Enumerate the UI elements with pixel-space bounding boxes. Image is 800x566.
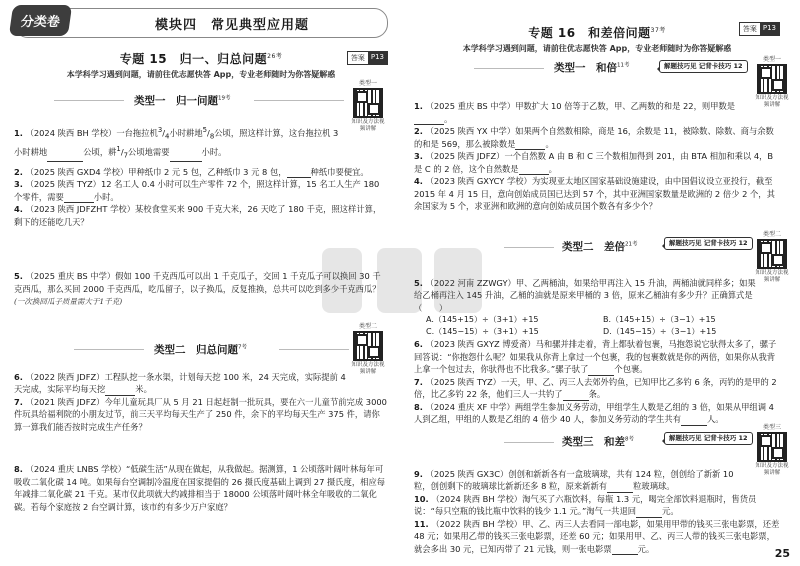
answer-blank[interactable] — [47, 152, 83, 162]
qr-icon — [353, 331, 383, 361]
question-5: 5. （2025 重庆 BS 中学）假如 100 千克西瓜可以出 1 千克瓜子，交回 1 千克瓜子可以换回 30 千克西瓜，那么买回 2000 千克西瓜，吃瓜留子，以子换瓜，反复推换，总共可以吃到多少千克西瓜？ (一次换回瓜子质量需大于1千克) — [14, 271, 381, 307]
handwritten-note: (一次换回瓜子质量需大于1千克) — [14, 297, 123, 307]
answer-blank[interactable] — [612, 545, 638, 555]
intro-text: 本学科学习遇到问题，请前往优志愿快答 App，专业老师随时为你答疑解惑 — [462, 44, 732, 53]
qr-icon — [757, 432, 787, 462]
answer-blank[interactable] — [588, 366, 614, 376]
answer-blank[interactable] — [515, 140, 545, 150]
question-1: 1. （2025 重庆 BS 中学）甲数扩大 10 倍等于乙数，甲、乙两数的和是 22，则甲数是。 — [414, 101, 736, 124]
qr-icon — [757, 64, 787, 94]
question-2: 2. （2025 陕西 YX 中学）如果两个自然数相除，商是 16，余数是 11，被除数、除数、商与余数的和是 569，那么被除数是 。 — [414, 126, 774, 149]
tip-badge[interactable]: 解题技巧见 记背卡技巧 12 — [659, 60, 748, 73]
question-3: 3. （2025 陕西 JDFZ）一个自然数 A 由 B 和 C 三个数相加得到 201，由 BTA 相加和乘以 4，B 是 C 的 2 倍，这个自然数是 。 — [414, 151, 774, 174]
type-2-row — [14, 322, 388, 375]
answer-blank[interactable] — [170, 152, 202, 162]
answer-blank[interactable] — [519, 165, 549, 175]
type-1-title: 类型一 和倍$^{11考}$ — [554, 62, 630, 74]
question-5: 5. （2022 河南 ZZWGY）甲、乙两桶油，如果给甲再注入 15 升油，两桶油就同样多；如果给乙桶再注入 145 升油，乙桶的油就是原来甲桶的 3 倍，原来乙桶油有多少升？正确算式是 （ ） — [414, 277, 756, 313]
page-number: 25 — [774, 547, 790, 560]
question-3: 3. （2025 陕西 TYZ）12 名工人 0.4 小时可以生产零件 72 个，照这样计算，15 名工人生产 180 个零件，需要 小时。 — [14, 179, 380, 202]
question-8: 8. （2024 重庆 XF 中学）两组学生参加义务劳动，甲组学生人数是乙组的 3 倍，如果从甲组调 4 人到乙组，甲组的人数是乙组的 4 倍少 40 人，参加义务劳动的学生共有 人。 — [414, 401, 774, 424]
question-7: 7. （2025 陕西 TYZ）一天，甲、乙、丙三人去郊外钓鱼，已知甲比乙多钓 6 条，丙钓的是甲的 2 倍，比乙多钓 22 条，他们三人一共钓了 条。 — [414, 376, 777, 399]
question-7: 7. （2021 陕西 JDFZ）今年儿童玩具厂从 5 月 21 日起赶制一批玩具，要在六一儿童节前完成 3000 件玩具给福利院的小朋友过节，前三天平均每天生产了 250 件，余下的平均每天生产 375 件，请你算一算我们能否按时完成生产任务？ — [14, 396, 387, 432]
option-c[interactable]: C.（145−15）÷（3+1）+15 — [426, 327, 539, 336]
question-10: 10. （2024 陕西 BH 学校）淘气买了六瓶饮料，每瓶 1.3 元，喝完全部饮料退瓶时，售货员说：“每只空瓶的钱比瓶中饮料的钱少 1.1 元。”淘气一共退回 元。 — [414, 493, 757, 516]
intro-text: 本学科学习遇到问题，请前往优志愿快答 App，专业老师随时为你答疑解惑 — [66, 70, 336, 79]
topic-15-header — [14, 48, 388, 68]
option-d[interactable]: D.（145−15）÷（3−1）+15 — [603, 327, 717, 336]
question-5-options — [414, 314, 780, 338]
topic-16-header — [414, 22, 780, 42]
module-tag: 分类卷 — [9, 5, 72, 36]
option-b[interactable]: B.（145+15）÷（3−1）+15 — [603, 315, 716, 324]
question-4: 4. （2023 陕西 GXYCY 学校）为实现亚太地区国家基础设施建设，由中国倡议设立亚投行，截至 2015 年 4 月 15 日，意向创始成员国已达到 57 个，其中亚洲国家数量是欧洲的 2 倍少 2 个，其余国家为 5 个，求亚洲和欧洲的意向创始成员国个数各有多少个？ — [414, 176, 775, 211]
module-title: 模块四 常见典型应用题 — [155, 17, 310, 33]
question-8: 8. （2024 重庆 LNBS 学校）“低碳生活”从现在做起，从我做起。据测算，1 公顷落叶阔叶林每年可吸收二氧化碳 14 吨。如果每台空调制冷温度在国家提倡的 26 摄氏度基础上调到 27 摄氏度，相应每年减排二氧化碳 21 千克。某市仅此项就大约减排相当于 18000 公顷落叶阔叶林全年吸收的二氧化碳。若每个家庭按 2 台空调计算，该市约有多少万户家庭？ — [14, 464, 386, 512]
answer-badge[interactable]: 答案 P13 — [739, 22, 780, 36]
divider — [279, 349, 349, 350]
divider — [54, 100, 124, 101]
qr-code-type-1[interactable]: 类型一 知识及方法视频讲解 — [755, 56, 789, 108]
answer-blank[interactable] — [287, 168, 311, 178]
divider — [74, 349, 144, 350]
divider — [254, 100, 344, 101]
answer-blank[interactable] — [105, 386, 135, 396]
type-3-title: 类型三 和差$^{8考}$ — [562, 435, 634, 448]
answer-blank[interactable] — [607, 483, 633, 493]
answer-blank[interactable] — [563, 391, 589, 401]
qr-icon — [757, 239, 787, 269]
divider — [504, 442, 554, 443]
type-1-row — [14, 80, 388, 132]
answer-blank[interactable] — [636, 508, 662, 518]
question-1: 1. （2024 陕西 BH 学校）一台拖拉机$^3/_4$小时耕地$^5/_8$公顷，照这样计算，这台拖拉机 3 小时耕地 公顷，耕$^1/_7$公顷地需要 小时。 — [14, 124, 388, 162]
question-6: 6. （2023 陕西 GXYZ 博爱斋）马和骡并排走着，背上都驮着包裹，马抱怨说它驮得太多了，骡子回答说：“你抱怨什么呢？如果我从你背上拿过一个包裹，我的包裹数就是你的两倍，如果你从我背上拿一个包过去，你驮得也不比我多。”骡子驮了 个包裹。 — [414, 339, 777, 374]
qr-code-type-2[interactable]: 类型二 知识及方法视频讲解 — [755, 230, 789, 283]
question-11: 11. （2022 陕西 BH 学校）甲、乙、丙三人去看同一部电影，如果用甲带的钱买三张电影票，还差 48 元；如果用乙带的钱买三张电影票，还差 60 元；如果用甲、乙、丙三人带的钱买三张电影票，就会多出 30 元，已知丙带了 21 元钱，则一张电影票 元。 — [414, 518, 780, 554]
type-2-title: 类型二 归总问题$^{7考}$ — [154, 343, 247, 356]
module-bar — [14, 8, 388, 38]
tip-badge[interactable]: 解题技巧见 记背卡技巧 12 — [664, 432, 753, 445]
type-2-title: 类型二 差倍$^{21考}$ — [562, 240, 638, 253]
type-2-row — [414, 230, 789, 283]
answer-blank[interactable] — [414, 115, 444, 125]
right-page — [400, 0, 800, 566]
qr-code-type-3[interactable]: 类型三 知识及方法视频讲解 — [755, 423, 789, 476]
answer-paren[interactable]: （ ） — [414, 302, 448, 313]
option-a[interactable]: A.（145+15）÷（3+1）+15 — [426, 315, 539, 324]
qr-icon — [353, 88, 383, 118]
divider — [504, 247, 554, 248]
type-3-row — [414, 423, 789, 476]
topic-16-title: 专题 16 和差倍问题$^{37考}$ — [528, 26, 666, 40]
answer-blank[interactable] — [64, 193, 94, 203]
answer-badge[interactable]: 答案 P13 — [347, 51, 388, 65]
question-2: 2. （2025 陕西 GXD4 学校）甲种纸巾 2 元 5 包，乙种纸巾 3 元 8 包， 种纸巾要便宜。 — [14, 166, 369, 177]
topic-15-title: 专题 15 归一、归总问题$^{26考}$ — [119, 52, 283, 66]
answer-blank[interactable] — [681, 416, 707, 426]
question-6: 6. （2022 陕西 JDFZ）工程队挖一条水渠，计划每天挖 100 米，24 天完成，实际提前 4 天完成，实际平均每天挖 米。 — [14, 371, 346, 395]
tip-badge[interactable]: 解题技巧见 记背卡技巧 12 — [664, 237, 753, 250]
question-4: 4. （2023 陕西 JDFZHT 学校）某校食堂买来 900 千克大米，26 天吃了 180 千克，照这样计算，剩下的还能吃几天？ — [14, 204, 382, 227]
question-9: 9. （2025 陕西 GX3C）创创和新新各有一盒玻璃球，共有 124 粒，创创给了新新 10 粒，创创剩下的玻璃球比新新还多 8 粒，原来新新有 粒玻璃球。 — [414, 468, 734, 491]
type-1-row — [414, 54, 789, 108]
type-1-title: 类型一 归一问题$^{19考}$ — [134, 95, 231, 107]
qr-code-type-1[interactable]: 类型一 知识及方法视频讲解 — [351, 80, 385, 132]
divider — [474, 68, 544, 69]
qr-code-type-2[interactable]: 类型二 知识及方法视频讲解 — [351, 322, 385, 375]
